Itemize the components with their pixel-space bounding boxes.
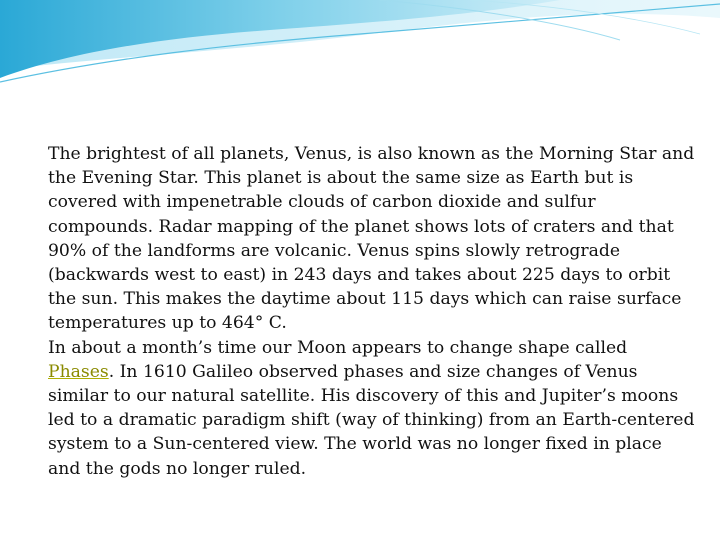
phases-link[interactable]: Phases — [48, 361, 109, 382]
moon-paragraph — [48, 336, 698, 481]
header-wave-decoration — [0, 0, 720, 100]
slide-body-text — [48, 142, 698, 481]
venus-paragraph: The brightest of all planets, Venus, is also known as the Morning Star and the Evening Star. This planet is about the same size as Earth but is covered with impenetrable clouds of carbon dioxide and sulfur compounds. Radar mapping of the planet shows lots of craters and that 90% of the landforms are volcanic. Venus spins slowly retrograde (backwards west to east) in 243 days and takes about 225 days to orbit the sun. This makes the daytime about 115 days which can raise surface temperatures up to 464° C. — [48, 144, 695, 334]
moon-paragraph-start: In about a month’s time our Moon appears to change shape called — [48, 337, 628, 358]
moon-paragraph-end: . In 1610 Galileo observed phases and size changes of Venus similar to our natural satellite. His discovery of this and Jupiter’s moons led to a dramatic paradigm shift (way of thinking) from an Earth-centered system to a Sun-centered view. The world was no longer fixed in place and the gods no longer ruled. — [48, 361, 695, 479]
